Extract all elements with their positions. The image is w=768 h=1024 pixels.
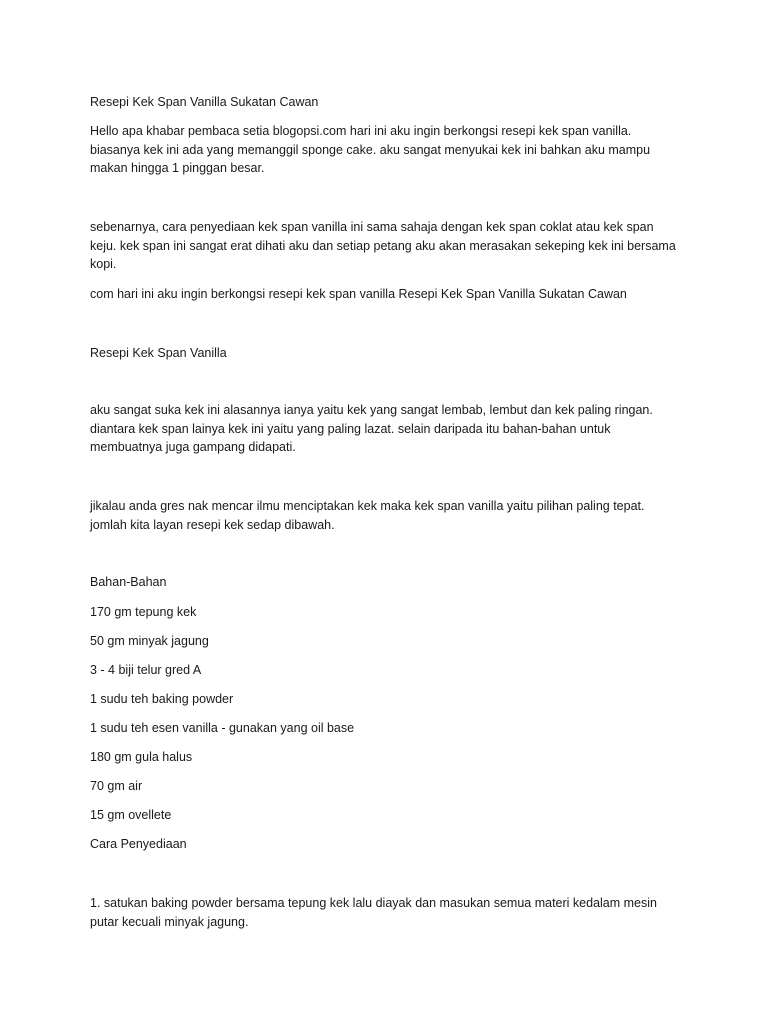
document-title: Resepi Kek Span Vanilla Sukatan Cawan — [90, 95, 319, 109]
ingredient-item: 15 gm ovellete — [90, 808, 172, 822]
ingredient-item: 170 gm tepung kek — [90, 605, 197, 619]
method-heading: Cara Penyediaan — [90, 837, 187, 851]
ingredient-item: 1 sudu teh baking powder — [90, 692, 234, 706]
paragraph-2: sebenarnya, cara penyediaan kek span vanilla ini sama sahaja dengan kek span coklat atau kek span keju. kek span ini sangat erat dihati aku dan setiap petang aku akan merasakan sekeping kek ini bersama kopi. — [90, 220, 676, 271]
ingredient-item: 3 - 4 biji telur gred A — [90, 663, 202, 677]
ingredient-item: 1 sudu teh esen vanilla - gunakan yang oil base — [90, 721, 355, 735]
paragraph-4: aku sangat suka kek ini alasannya ianya yaitu kek yang sangat lembab, lembut dan kek paling ringan. diantara kek span lainya kek ini yaitu yang paling lazat. selain daripada itu bahan-bahan untuk membuatnya juga gampang didapati. — [90, 403, 653, 454]
ingredients-heading: Bahan-Bahan — [90, 575, 167, 589]
ingredient-item: 50 gm minyak jagung — [90, 634, 209, 648]
subtitle: Resepi Kek Span Vanilla — [90, 346, 227, 360]
ingredient-item: 70 gm air — [90, 779, 143, 793]
ingredient-item: 180 gm gula halus — [90, 750, 193, 764]
paragraph-5: jikalau anda gres nak mencar ilmu menciptakan kek maka kek span vanilla yaitu pilihan paling tepat. jomlah kita layan resepi kek sedap dibawah. — [90, 499, 645, 532]
intro-paragraph: Hello apa khabar pembaca setia blogopsi.com hari ini aku ingin berkongsi resepi kek span vanilla. biasanya kek ini ada yang memanggil sponge cake. aku sangat menyukai kek ini bahkan aku mampu makan hingga 1 pinggan besar. — [90, 124, 651, 175]
method-step-1: 1. satukan baking powder bersama tepung kek lalu diayak dan masukan semua materi kedalam mesin putar kecuali minyak jagung. — [90, 896, 657, 929]
paragraph-3: com hari ini aku ingin berkongsi resepi kek span vanilla Resepi Kek Span Vanilla Sukatan Cawan — [90, 287, 627, 301]
